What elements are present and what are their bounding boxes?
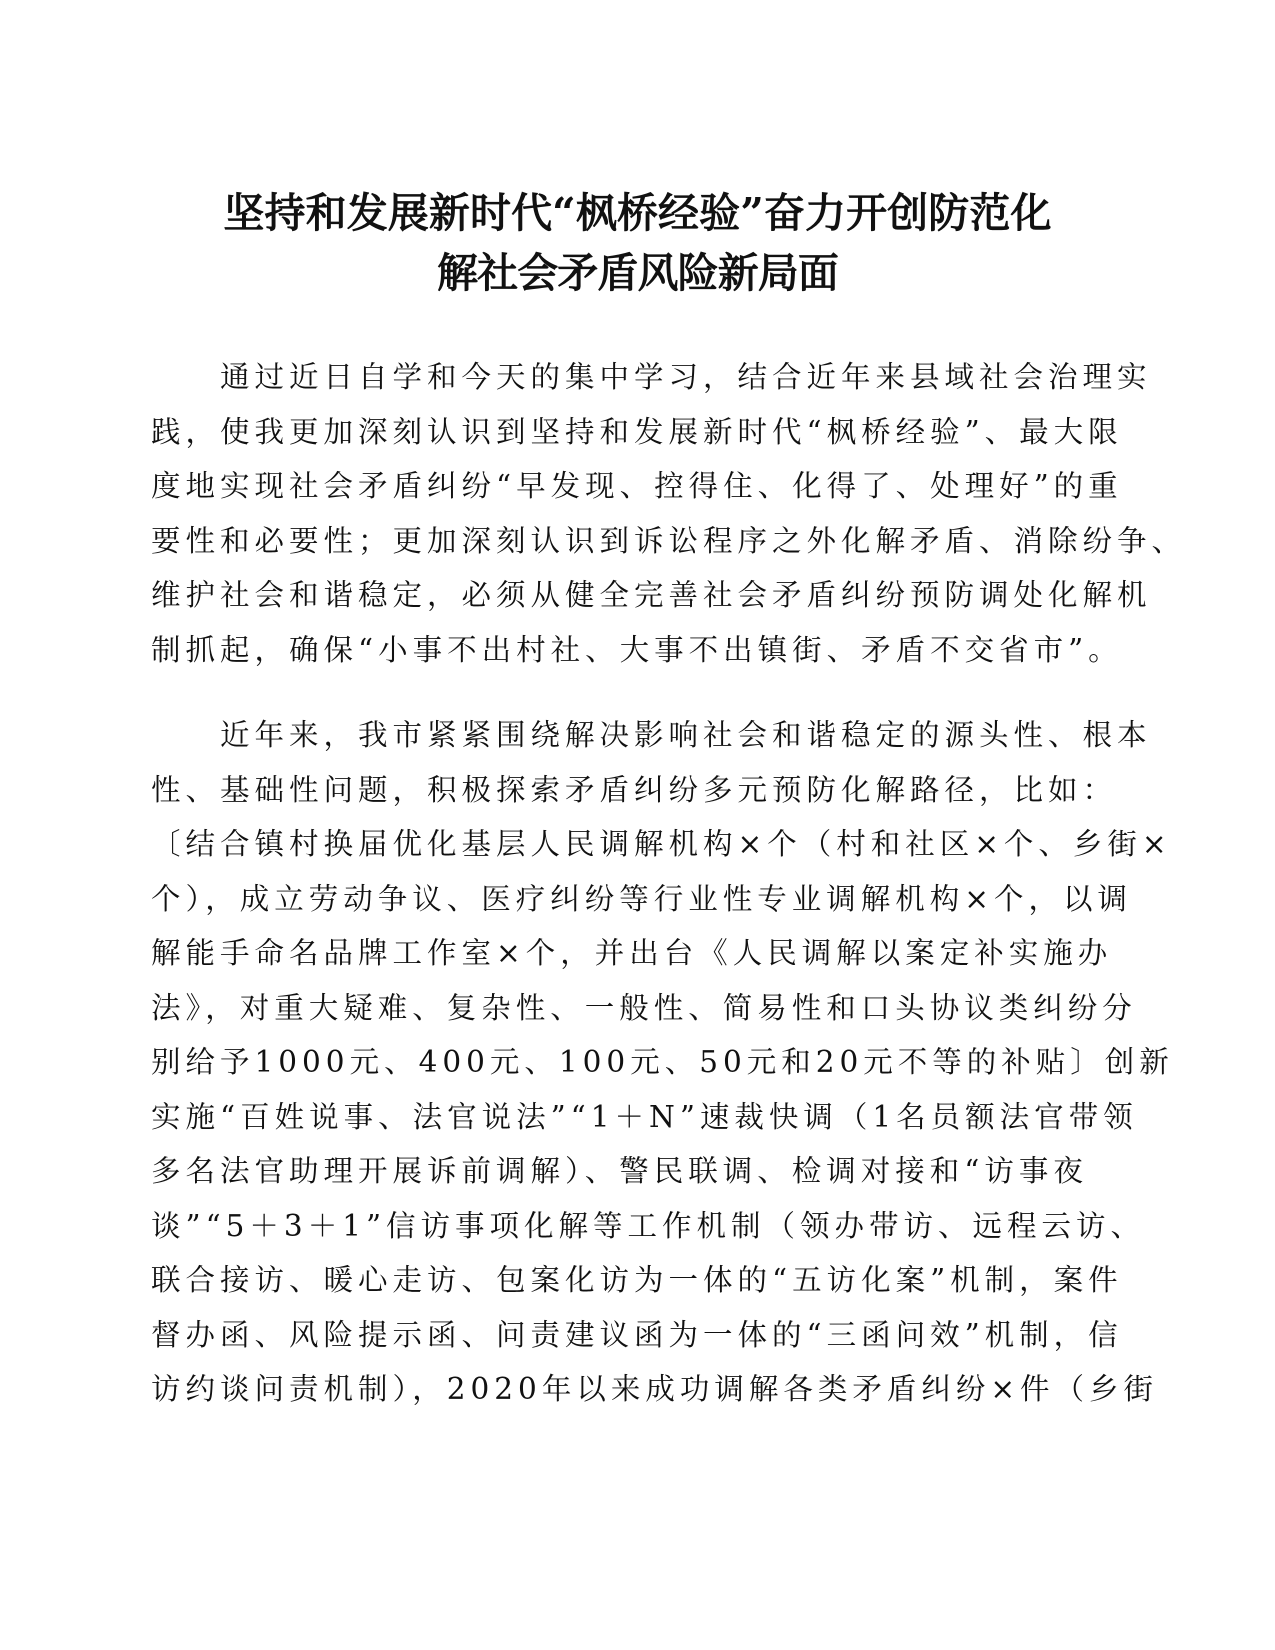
- text-line: 近年来，我市紧紧围绕解决影响社会和谐稳定的源头性、根本: [151, 718, 1152, 752]
- text-line: 度地实现社会矛盾纠纷“早发现、控得住、化得了、处理好”的重: [151, 469, 1123, 503]
- text-line: 制抓起，确保“小事不出村社、大事不出镇街、矛盾不交省市”。: [151, 632, 1123, 667]
- text-line: 个），成立劳动争议、医疗纠纷等行业性专业调解机构×个，以调: [151, 881, 1132, 916]
- title-line: 解社会矛盾风险新局面: [437, 249, 838, 297]
- paragraph-2: [151, 708, 1174, 1417]
- text-line: 性、基础性问题，积极探索矛盾纠纷多元预防化解路径，比如：: [151, 772, 1118, 807]
- text-line: 谈”“5＋3＋1”信访事项化解等工作机制（领办带访、远程云访、: [151, 1208, 1146, 1243]
- text-line: 实施“百姓说事、法官说法”“1＋N”速裁快调（1名员额法官带领: [151, 1099, 1138, 1134]
- text-line: 解能手命名品牌工作室×个，并出台《人民调解以案定补实施办: [151, 936, 1113, 970]
- text-line: 联合接访、暖心走访、包案化访为一体的“五访化案”机制，案件: [151, 1263, 1123, 1297]
- text-line: 访约谈问责机制），2020年以来成功调解各类矛盾纠纷×件（乡街: [151, 1372, 1159, 1406]
- title-line: 坚持和发展新时代“枫桥经验”奋力开创防范化: [223, 189, 1052, 237]
- document-title: [130, 183, 1145, 303]
- text-line: 别给予1000元、400元、100元、50元和20元不等的补贴〕创新: [151, 1045, 1174, 1079]
- text-line: 多名法官助理开展诉前调解）、警民联调、检调对接和“访事夜: [151, 1154, 1088, 1188]
- paragraph-1: [151, 350, 1187, 677]
- text-line: 践，使我更加深刻认识到坚持和发展新时代“枫桥经验”、最大限: [151, 414, 1123, 449]
- text-line: 〔结合镇村换届优化基层人民调解机构×个（村和社区×个、乡街×: [151, 827, 1172, 861]
- text-line: 要性和必要性；更加深刻认识到诉讼程序之外化解矛盾、消除纷争、: [151, 523, 1187, 558]
- text-line: 维护社会和谐稳定，必须从健全完善社会矛盾纠纷预防调处化解机: [151, 578, 1152, 612]
- text-line: 法》，对重大疑难、复杂性、一般性、简易性和口头协议类纠纷分: [151, 990, 1137, 1025]
- text-line: 通过近日自学和今天的集中学习，结合近年来县域社会治理实: [151, 360, 1152, 394]
- text-line: 督办函、风险提示函、问责建议函为一体的“三函问效”机制，信: [151, 1317, 1123, 1352]
